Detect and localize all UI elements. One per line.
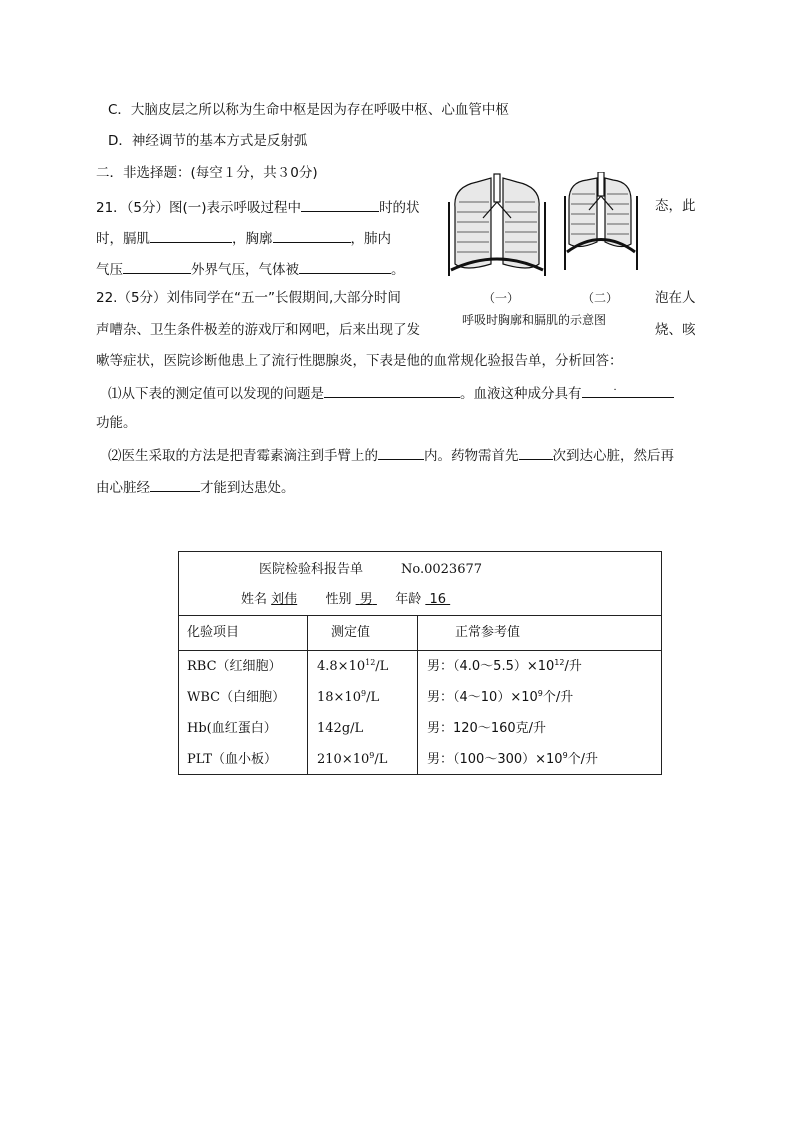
- section-title: 二．非选择题：(每空１分，共３0分): [96, 165, 318, 181]
- patient-age: [425, 592, 450, 607]
- patient-info: [241, 591, 450, 609]
- q21-text: 。: [391, 262, 405, 278]
- q22-blank-3[interactable]: [378, 444, 424, 460]
- q21-text: 外界气压，气体被: [191, 262, 299, 278]
- q21-text: 气压: [96, 262, 123, 278]
- q21-text: 时的状: [379, 200, 420, 216]
- table-column-rule: [307, 615, 308, 774]
- q21-line1-end: 态，此: [655, 198, 696, 214]
- q22-sub1: [108, 382, 674, 404]
- q21-line2: [96, 227, 391, 249]
- q22-line2-end: 烧、咳: [655, 322, 696, 338]
- q21-text: 21．（5分）图(一)表示呼吸过程中: [96, 200, 302, 216]
- age-label: 年龄: [395, 592, 422, 607]
- q22-blank-4[interactable]: [519, 444, 553, 460]
- blood-test-report: [178, 551, 662, 775]
- option-c: C．大脑皮层之所以称为生命中枢是因为存在呼吸中枢、心血管中枢: [108, 102, 509, 118]
- q21-text: ，肺内: [350, 231, 391, 247]
- q22-text: ⑵医生采取的方法是把青霉素滴注到手臂上的: [108, 448, 378, 464]
- figure-two-lungs: [565, 172, 637, 270]
- q22-line1: 22.（5分）刘伟同学在“五一”长假期间,大部分时间: [96, 290, 401, 306]
- row-value: $18\times 10^9/L$: [317, 689, 380, 705]
- row-reference: 男：$(4.0\sim 5.5)\times 10^{12}/$升: [427, 658, 582, 674]
- figure-one-lungs: [449, 174, 545, 276]
- row-item: Hb(血红蛋白）: [187, 721, 277, 736]
- figure-caption: 呼吸时胸廓和膈肌的示意图: [462, 313, 607, 327]
- q22-sub2-line2: [96, 476, 295, 498]
- row-reference: 男：120～160克/升: [427, 721, 547, 736]
- row-item: PLT（血小板）: [187, 752, 277, 767]
- row-value: 142g/L: [317, 721, 364, 736]
- figure-label-one: （一）: [483, 291, 520, 305]
- patient-name: 刘伟: [271, 592, 298, 607]
- q22-line3: 嗽等症状，医院诊断他患上了流行性腮腺炎，下表是他的血常规化验报告单，分析回答：: [96, 353, 623, 369]
- q22-blank-1[interactable]: [324, 382, 460, 398]
- row-value: $210\times 10^9/L$: [317, 751, 388, 767]
- header-value: 测定值: [331, 625, 371, 640]
- patient-gender: [356, 592, 377, 607]
- q22-text: 由心脏经: [96, 480, 150, 496]
- q21-blank-5[interactable]: [299, 258, 391, 274]
- row-item: RBC（红细胞）: [187, 659, 282, 674]
- table-rule: [179, 615, 661, 616]
- figure-label-two: （二）: [582, 291, 619, 305]
- q22-dot: ．: [613, 382, 624, 393]
- q21-blank-4[interactable]: [123, 258, 191, 274]
- q21-blank-2[interactable]: [150, 227, 232, 243]
- q21-blank-1[interactable]: [301, 196, 379, 212]
- option-d: D．神经调节的基本方式是反射弧: [108, 133, 308, 149]
- q22-blank-2[interactable]: [582, 382, 674, 398]
- table-rule: [179, 650, 661, 651]
- patient-gender-value: 男: [359, 592, 373, 607]
- row-reference: 男：$(4\sim 10)\times 10^9$个/升: [427, 689, 574, 705]
- lung-diaphragm-figure: [445, 172, 645, 332]
- q21-text: 时，膈肌: [96, 231, 150, 247]
- q22-sub1-end: 功能。: [96, 415, 137, 431]
- q22-text: 次到达心脏，然后再: [552, 448, 674, 464]
- q22-line1-end: 泡在人: [655, 290, 696, 306]
- q22-line2: 声嘈杂、卫生条件极差的游戏厅和网吧，后来出现了发: [96, 322, 420, 338]
- q22-text: 内。药物需首先: [424, 448, 519, 464]
- header-reference: 正常参考值: [455, 625, 521, 640]
- q22-sub2: [108, 444, 674, 466]
- q22-blank-5[interactable]: [150, 476, 200, 492]
- row-item: WBC（白细胞）: [187, 690, 286, 705]
- q21-blank-3[interactable]: [273, 227, 351, 243]
- q21-text: ，胸廓: [232, 231, 273, 247]
- q22-text: 才能到达患处。: [200, 480, 295, 496]
- table-column-rule: [417, 615, 418, 774]
- patient-age-value: 16: [429, 592, 447, 607]
- row-reference: 男：$(100\sim 300)\times 10^9$个/升: [427, 751, 599, 767]
- name-label: 姓名: [241, 592, 268, 607]
- report-title: 医院检验科报告单: [259, 562, 364, 577]
- q21-line1: [96, 196, 420, 218]
- q22-text: 。血液这种成分具有: [460, 386, 582, 402]
- gender-label: 性别: [325, 592, 352, 607]
- q22-text: ⑴从下表的测定值可以发现的问题是: [108, 386, 324, 402]
- row-value: $4.8\times 10^{12}/L$: [317, 658, 389, 674]
- header-item: 化验项目: [187, 625, 240, 640]
- q21-line3: [96, 258, 405, 280]
- report-number: No.0023677: [401, 562, 483, 577]
